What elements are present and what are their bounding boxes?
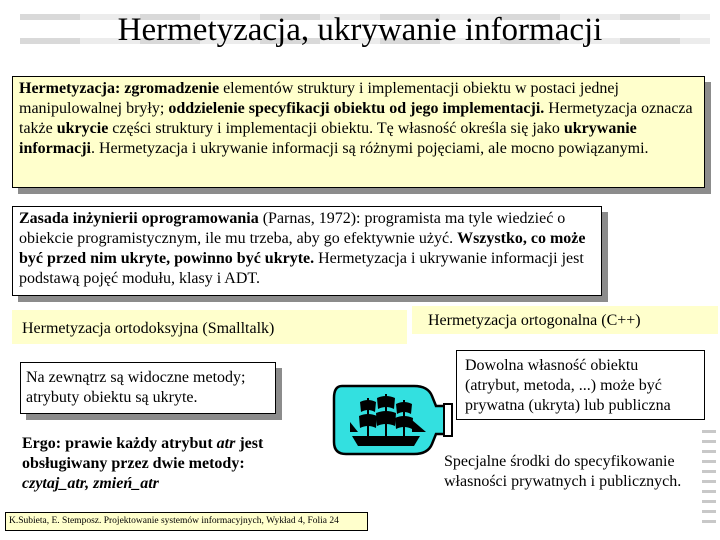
principle-text-2: Hermetyzacja i ukrywanie informacji jest podstawą pojęć modułu, klasy i ADT.: [19, 250, 584, 287]
ship-in-bottle-icon: [328, 378, 454, 462]
ergo-attribute: atr: [216, 435, 236, 452]
orthodox-desc: Na zewnątrz są widoczne metody; atrybuty obiektu są ukryte.: [26, 369, 246, 406]
orthogonal-desc: Dowolna własność obiektu (atrybut, metoda, ...) może być prywatna (ukryta) lub publiczna: [465, 357, 671, 414]
principle-term: Zasada inżynierii oprogramowania: [19, 210, 259, 227]
orthogonal-heading-box: [412, 306, 718, 334]
footer-text: K.Subieta, E. Stemposz. Projektowanie systemów informacyjnych, Wykład 4, Folia 24: [9, 516, 339, 526]
definition-term-separation: oddzielenie specyfikacji obiektu od jego implementacji.: [168, 100, 545, 117]
definition-text-3: części struktury i implementacji obiektu. Tę własność określa się jako: [108, 120, 564, 137]
definition-term-hermetyzacja: Hermetyzacja: zgromadzenie: [19, 80, 220, 97]
principle-box: [12, 206, 602, 296]
side-decoration: [702, 430, 716, 530]
definition-text-2: Hermetyzacja oznacza także: [19, 100, 693, 137]
orthodox-heading: Hermetyzacja ortodoksyjna (Smalltalk): [22, 320, 275, 337]
definition-term-hiding: ukrycie: [56, 120, 109, 137]
principle-text: [19, 209, 595, 289]
orthodox-desc-box: [20, 362, 276, 414]
principle-rule: Wszystko, co może być przed nim ukryte, powinno być ukryte.: [19, 230, 586, 267]
ergo-methods: czytaj_atr, zmień_atr: [22, 475, 159, 492]
orthogonal-desc-box: [456, 350, 705, 420]
footer-citation: [5, 512, 368, 531]
orthogonal-note-text: Specjalne środki do specyfikowanie własności prywatnych i publicznych.: [444, 453, 682, 490]
orthogonal-note: [444, 452, 714, 492]
definition-text-4: . Hermetyzacja i ukrywanie informacji są różnymi pojęciami, ale mocno powiązanymi.: [90, 140, 649, 157]
page-title: Hermetyzacja, ukrywanie informacji: [117, 12, 603, 48]
ergo-text-a: Ergo: prawie każdy atrybut: [22, 435, 217, 452]
orthodox-ergo: [22, 434, 312, 494]
orthodox-heading-box: [12, 310, 407, 344]
principle-text-1: (Parnas, 1972): programista ma tyle wiedzieć o obiekcie programistycznym, ile mu trzeba, aby go efektywnie użyć.: [19, 210, 566, 247]
ergo-text-b: jest obsługiwany przez dwie metody:: [22, 435, 264, 472]
definition-box: [12, 76, 705, 188]
orthogonal-heading: Hermetyzacja ortogonalna (C++): [428, 312, 641, 329]
definition-text: [19, 79, 698, 159]
definition-text-1: elementów struktury i implementacji obiektu w postaci jednej manipulowalnej bryły;: [19, 80, 619, 117]
definition-term-information-hiding: ukrywanie informacji: [19, 120, 637, 157]
